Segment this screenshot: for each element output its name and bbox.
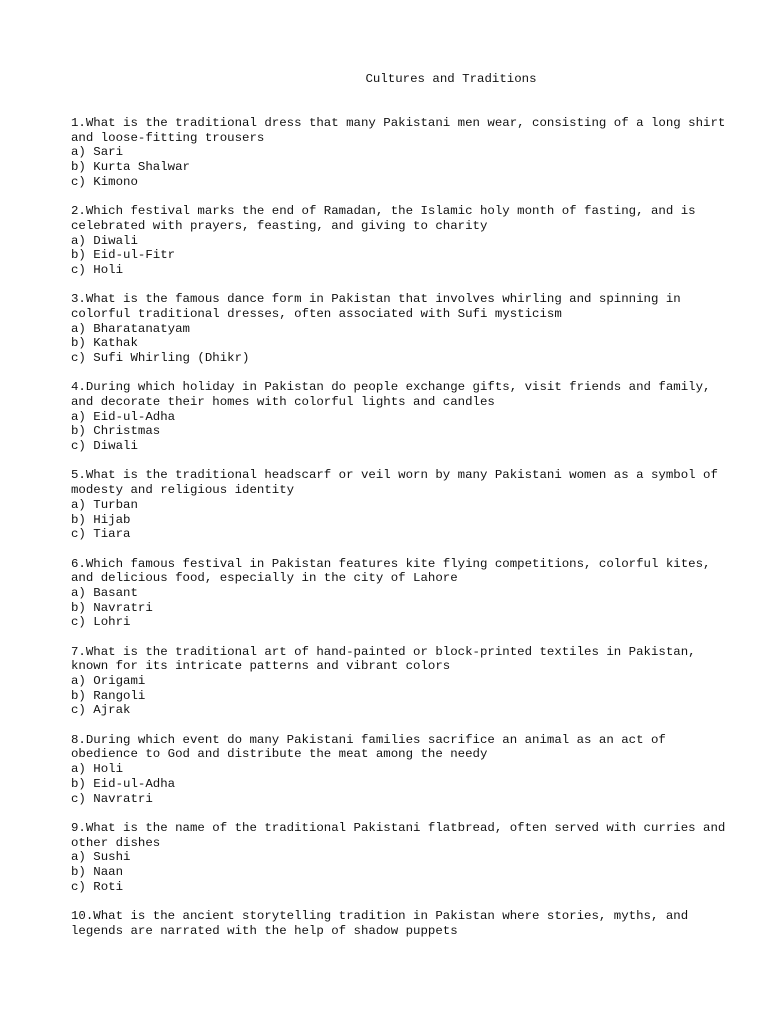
question-text: 8.During which event do many Pakistani families sacrifice an animal as an act of obedience to God and distribute the meat among the needy [71,732,666,762]
question-text: 6.Which famous festival in Pakistan features kite flying competitions, colorful kites, and delicious food, especially in the city of Lahore [71,556,711,586]
answer-option: c) Navratri [71,791,153,806]
answer-option: c) Kimono [71,174,138,189]
answer-option: a) Holi [71,762,124,777]
document-title: Cultures and Traditions [365,72,537,86]
question-text: 10.What is the ancient storytelling tradition in Pakistan where stories, myths, and legends are narrated with the help of shadow puppets [71,908,689,938]
answer-option: b) Hijab [71,512,131,527]
answer-option: c) Ajrak [71,703,131,718]
answer-option: a) Origami [71,674,146,689]
question-text: 3.What is the famous dance form in Pakistan that involves whirling and spinning in colorful traditional dresses, often associated with Sufi mysticism [71,292,681,321]
answer-option: b) Navratri [71,600,153,615]
answer-option: a) Turban [71,497,138,512]
question-item [71,468,731,542]
answer-option: b) Naan [71,864,124,879]
question-item [71,380,731,454]
answer-option: c) Holi [71,262,124,277]
answer-option: a) Sari [71,145,124,160]
answer-option: a) Eid-ul-Adha [71,409,176,424]
answer-option: c) Sufi Whirling (Dhikr) [71,351,250,366]
question-item [71,909,731,938]
question-item [71,557,731,631]
question-list [71,116,731,953]
question-text: 5.What is the traditional headscarf or veil worn by many Pakistani women as a symbol of modesty and religious identity [71,468,718,498]
question-text: 1.What is the traditional dress that many Pakistani men wear, consisting of a long shirt and loose-fitting trousers [71,116,726,145]
answer-option: b) Eid-ul-Fitr [71,248,176,263]
answer-option: c) Lohri [71,615,131,630]
answer-option: b) Kurta Shalwar [71,160,190,175]
question-text: 2.Which festival marks the end of Ramadan, the Islamic holy month of fasting, and is celebrated with prayers, feasting, and giving to charity [71,204,696,233]
answer-option: c) Diwali [71,439,138,454]
question-item [71,821,731,895]
answer-option: a) Bharatanatyam [71,321,190,336]
answer-option: b) Rangoli [71,688,146,703]
answer-option: a) Sushi [71,850,131,865]
question-item [71,204,731,278]
answer-option: c) Tiara [71,527,131,542]
question-item [71,645,731,719]
question-item [71,733,731,807]
question-item [71,292,731,366]
answer-option: b) Christmas [71,424,161,439]
answer-option: a) Basant [71,585,138,600]
question-text: 4.During which holiday in Pakistan do people exchange gifts, visit friends and family, and decorate their homes with colorful lights and candles [71,380,711,410]
answer-option: b) Eid-ul-Adha [71,776,176,791]
question-text: 7.What is the traditional art of hand-painted or block-printed textiles in Pakistan, known for its intricate patterns and vibrant colors [71,644,696,674]
question-text: 9.What is the name of the traditional Pakistani flatbread, often served with curries and other dishes [71,820,726,850]
question-item [71,116,731,190]
answer-option: b) Kathak [71,336,138,351]
answer-option: a) Diwali [71,233,138,248]
answer-option: c) Roti [71,879,124,894]
